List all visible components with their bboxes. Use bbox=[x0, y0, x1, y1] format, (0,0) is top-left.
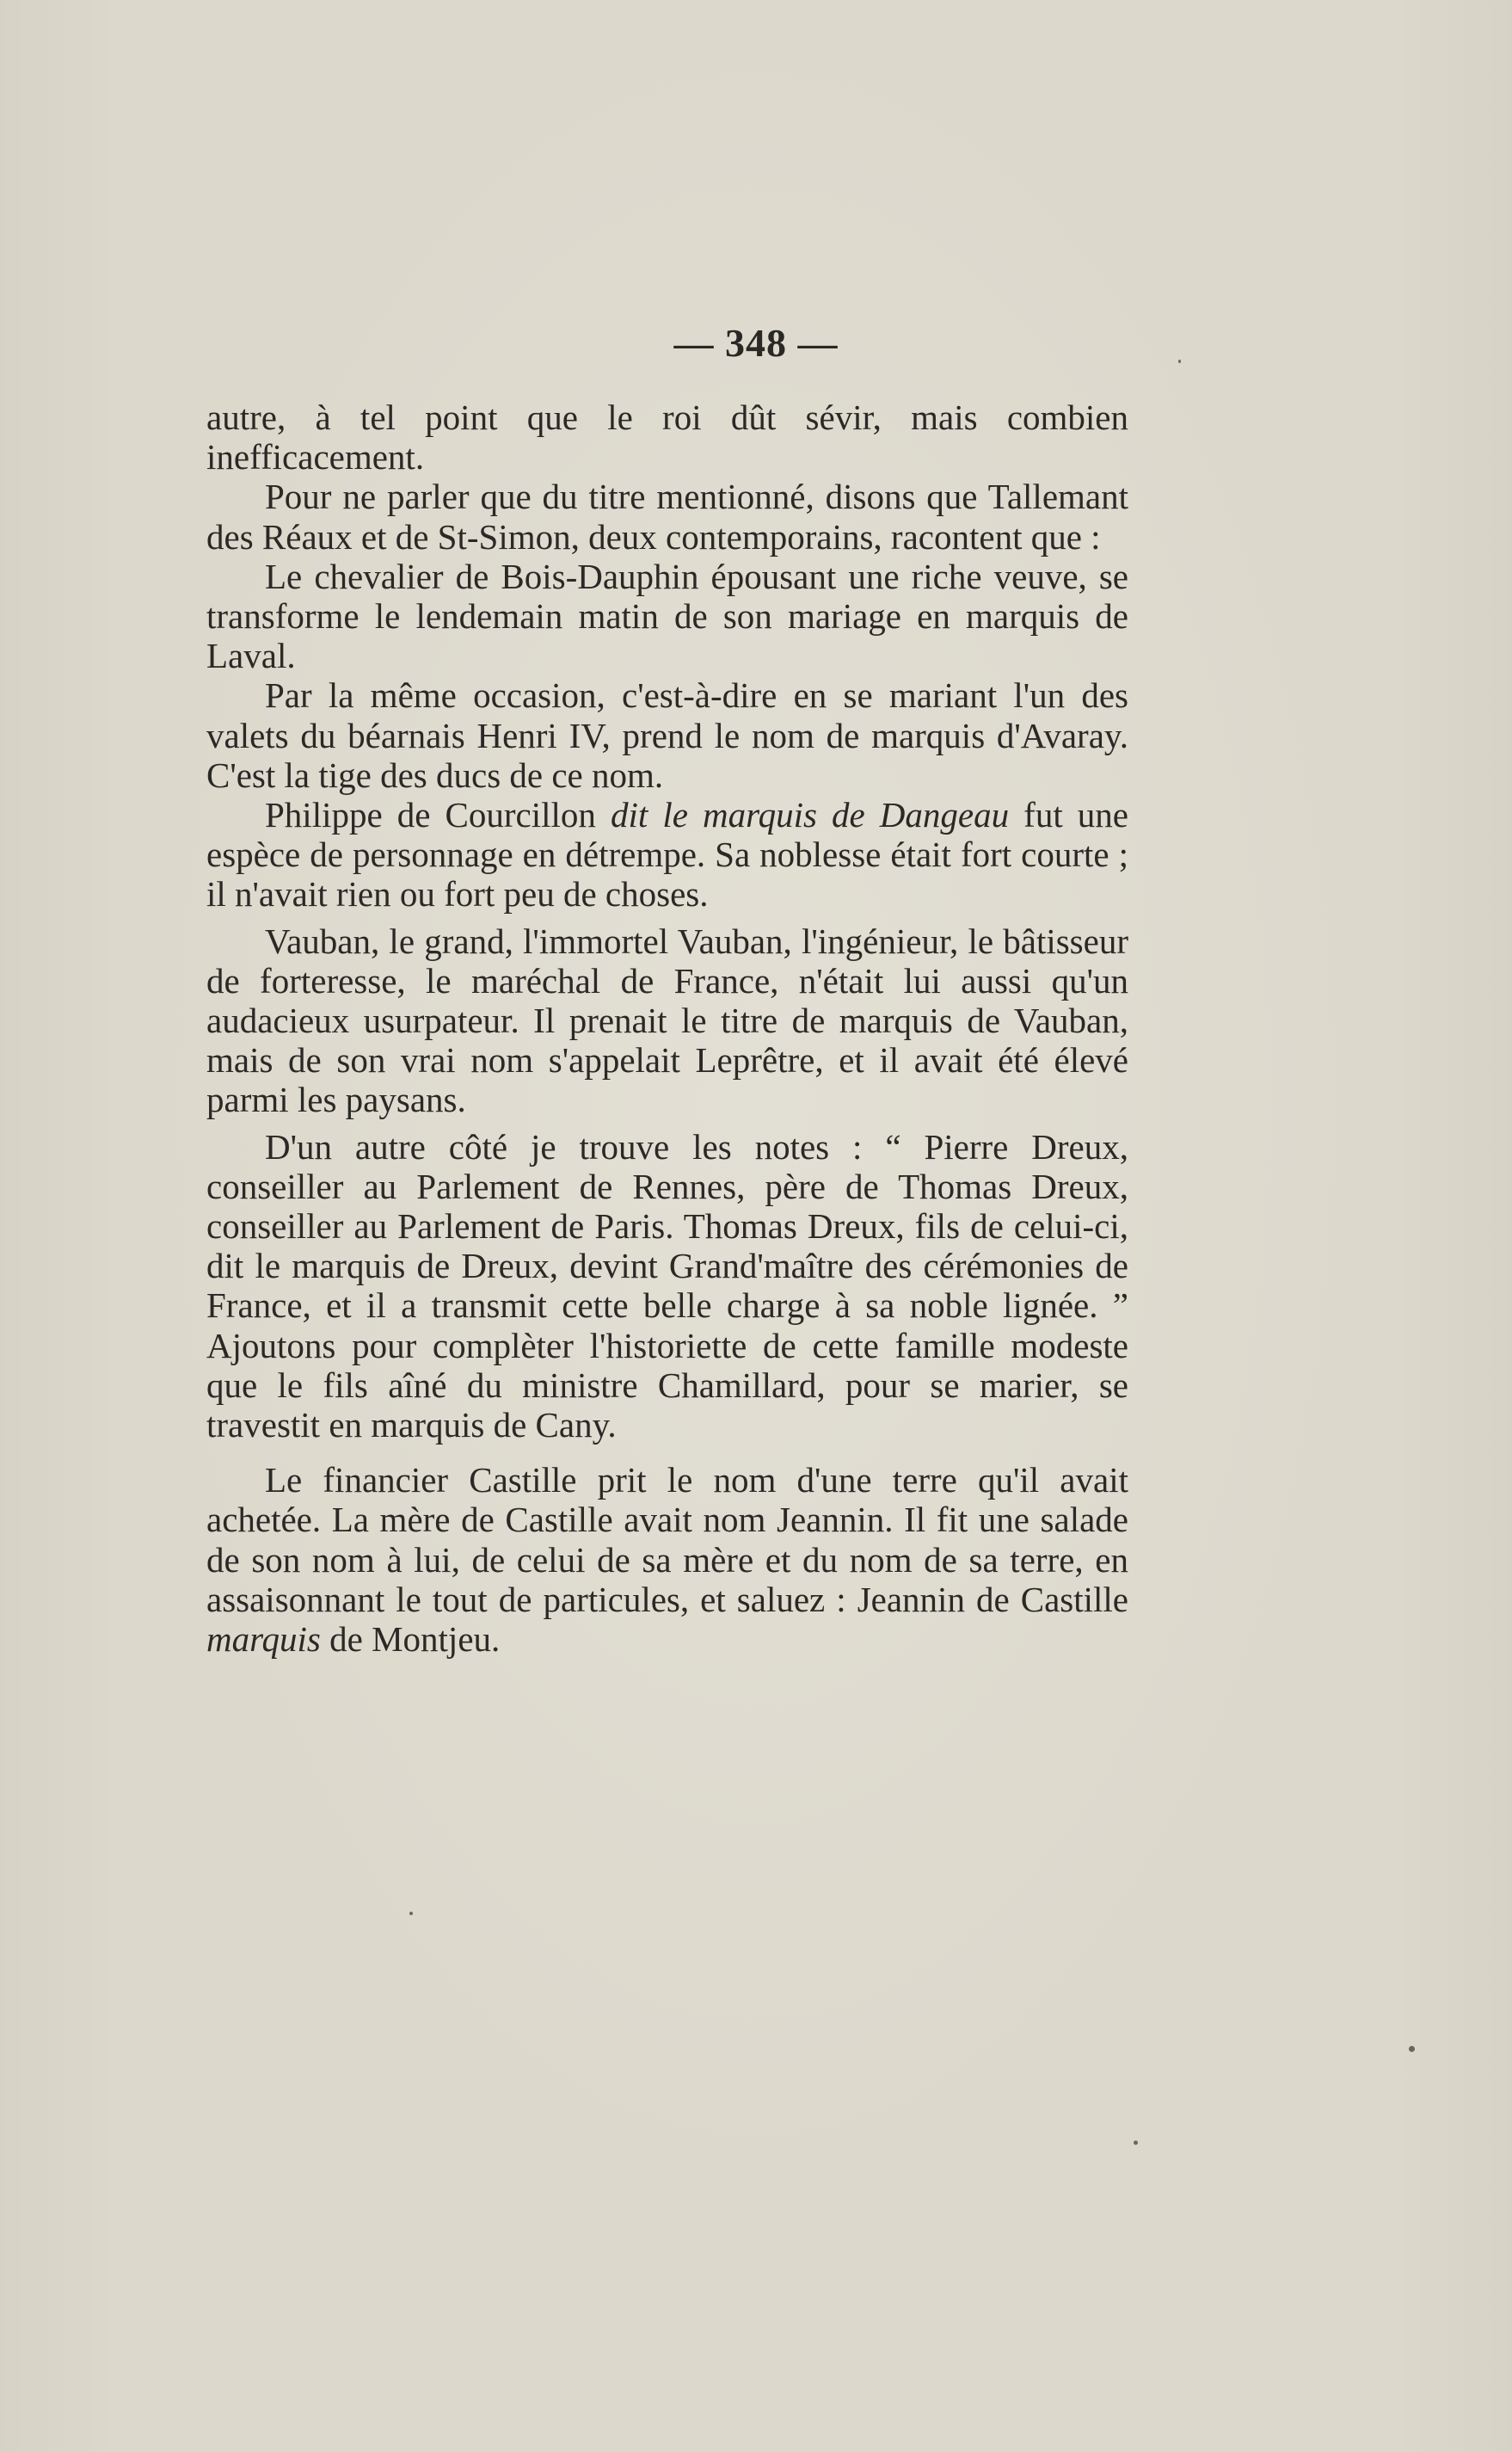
paragraph-text: Pour ne parler que du titre mentionné, disons que Tallemant des Réaux et de St-Simon, deux contemporains, racontent que : bbox=[206, 477, 1128, 557]
paragraph-italic-text: marquis bbox=[206, 1619, 321, 1660]
paragraph-text: D'un autre côté je trouve les notes : “ Pierre Dreux, conseiller au Parlement de Rennes, père de Thomas Dreux, conseiller au Parlement de Paris. Thomas Dreux, fils de celui-ci, dit le marquis de Dreux, devint Grand'maître des cérémonies de France, et il a transmit cette belle charge à sa noble lignée. ” Ajoutons pour complèter l'historiette de cette famille modeste que le fils aîné du ministre Chamillard, pour se marier, se travestit en marquis de Cany. bbox=[206, 1126, 1128, 1445]
paragraph bbox=[206, 795, 1128, 915]
paragraph-text: Par la même occasion, c'est-à-dire en se mariant l'un des valets du béarnais Henri IV, prend le nom de marquis d'Avaray. C'est la tige des ducs de ce nom. bbox=[206, 675, 1128, 795]
paper-speck bbox=[409, 1912, 413, 1915]
body-text bbox=[206, 397, 1128, 1659]
paragraph bbox=[206, 1460, 1128, 1659]
paper-speck bbox=[1178, 360, 1181, 363]
paper-speck bbox=[1134, 2141, 1138, 2145]
paper-speck bbox=[1409, 2046, 1415, 2052]
paragraph-continuation bbox=[206, 397, 1128, 477]
paragraph bbox=[206, 477, 1128, 556]
paragraph-text: Vauban, le grand, l'immortel Vauban, l'ingénieur, le bâtisseur de forteresse, le maréchal de France, n'était lui aussi qu'un audacieux usurpateur. Il prenait le titre de marquis de Vauban, mais de son vrai nom s'appelait Leprêtre, et il avait été élevé parmi les paysans. bbox=[206, 921, 1128, 1120]
paragraph bbox=[206, 557, 1128, 676]
paragraph-text: de Montjeu. bbox=[320, 1619, 501, 1660]
paragraph-text: Philippe de Courcillon bbox=[265, 795, 611, 835]
paragraph bbox=[206, 1127, 1128, 1445]
paragraph-italic-text: dit le marquis de Dangeau bbox=[611, 795, 1010, 835]
paragraph bbox=[206, 675, 1128, 795]
paragraph-text: fut une espèce de personnage en détrempe. Sa noblesse était fort courte ; il n'avait rien ou fort peu de choses. bbox=[206, 795, 1128, 915]
paragraph-text: autre, à tel point que le roi dût sévir, mais combien inefficacement. bbox=[206, 397, 1128, 477]
paragraph bbox=[206, 921, 1128, 1120]
page-number: — 348 — bbox=[673, 321, 839, 365]
paragraph-text: Le chevalier de Bois-Dauphin épousant une riche veuve, se transforme le lendemain matin de son mariage en marquis de Laval. bbox=[206, 556, 1128, 676]
paragraph-text: Le financier Castille prit le nom d'une terre qu'il avait achetée. La mère de Castille avait nom Jeannin. Il fit une salade de son nom à lui, de celui de sa mère et du nom de sa terre, en assaisonnant le tout de particules, et saluez : Jeannin de Castille bbox=[206, 1460, 1128, 1619]
